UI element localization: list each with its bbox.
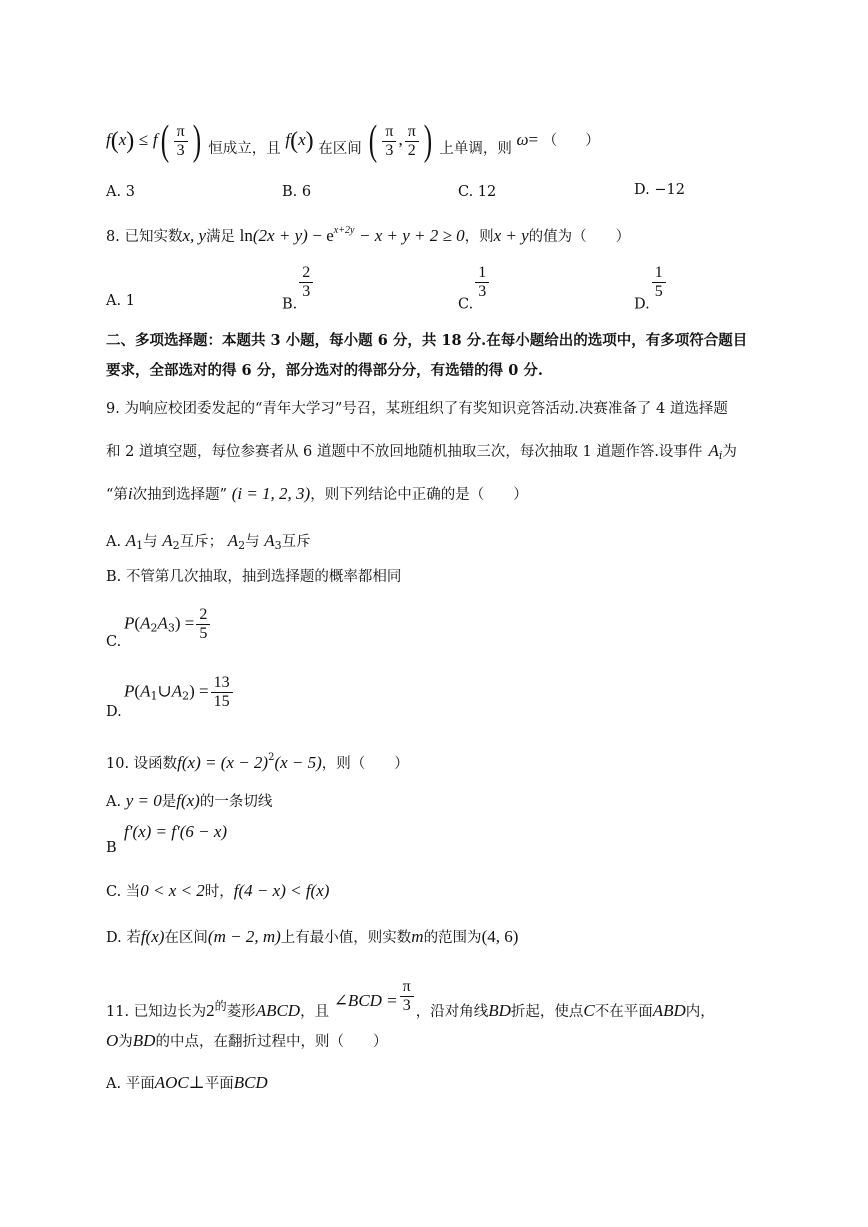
- q7-frac-pi-3: $\frac{\pi}{3}$: [174, 123, 188, 160]
- q9-stem-line2: 和 2 道填空题，每位参赛者从 6 道题中不放回地随机抽取三次，每次抽取 1 道题作答.设事件 $A_i$为: [106, 441, 737, 462]
- q7-option-c: C. 12: [458, 184, 497, 200]
- q7-condition-line: f(x) ≤ f( $\frac{\pi}{3}$ ) 恒成立，且 f(x) 在区间 ( $\frac{\pi}{3}$ , $\frac{\pi}{2}$ ) 上单调，则 ω= （ ）: [106, 118, 600, 164]
- q7-option-a: A. 3: [106, 184, 135, 200]
- q8-option-a: A. 1: [106, 293, 135, 309]
- q8-stem: 8. 已知实数x, y满足 $\ln(2x + y) - e^{x+2y} - x + y + 2 \ge 0$，则x + y的值为（ ）: [106, 225, 631, 245]
- q9-option-a: A. $A_1$与 $A_2$互斥； $A_2$与 $A_3$互斥: [106, 531, 311, 552]
- q11-option-a: A. 平面AOC⊥平面BCD: [106, 1073, 268, 1092]
- q11-stem-line1: 11. 已知边长为$2^的$菱形ABCD，且 ∠BCD = $\frac{\pi}{3}$ ，沿对角线BD折起，使点C不在平面ABD内，: [106, 978, 715, 1020]
- section2-heading-line2: 要求，全部选对的得 6 分，部分选对的得部分分，有选错的得 0 分.: [106, 362, 543, 379]
- q7-option-d: D. −12: [634, 182, 685, 198]
- q9-stem-line3: “第i次抽到选择题” (i = 1, 2, 3)，则下列结论中正确的是（ ）: [106, 484, 528, 503]
- q10-stem: 10. 设函数$f(x) = (x - 2)^2(x - 5)$，则（ ）: [106, 752, 409, 772]
- section2-heading-line1: 二、多项选择题：本题共 3 小题，每小题 6 分，共 18 分.在每小题给出的选项中，有多项符合题目: [106, 332, 748, 349]
- q7-option-b: B. 6: [282, 184, 312, 200]
- q8-option-d: D. $\frac{1}{5}$: [634, 264, 668, 315]
- q10-option-c: C. 当0 < x < 2时，f(4 − x) < f(x): [106, 881, 330, 900]
- q11-stem-line2: O为BD的中点，在翻折过程中，则（ ）: [106, 1031, 388, 1050]
- q8-option-b: B. $\frac{2}{3}$: [282, 264, 315, 315]
- q9-stem-line1: 9. 为响应校团委发起的“青年大学习”号召，某班组织了有奖知识竞答活动.决赛准备了 4 道选择题: [106, 401, 728, 417]
- q10-option-d: D. 若f(x)在区间(m − 2, m)上有最小值，则实数m的范围为(4, 6): [106, 927, 519, 946]
- q9-option-b: B. 不管第几次抽取，抽到选择题的概率都相同: [106, 569, 402, 585]
- q10-option-a: A. y = 0是f(x)的一条切线: [106, 791, 273, 810]
- q8-option-c: C. $\frac{1}{3}$: [458, 264, 491, 315]
